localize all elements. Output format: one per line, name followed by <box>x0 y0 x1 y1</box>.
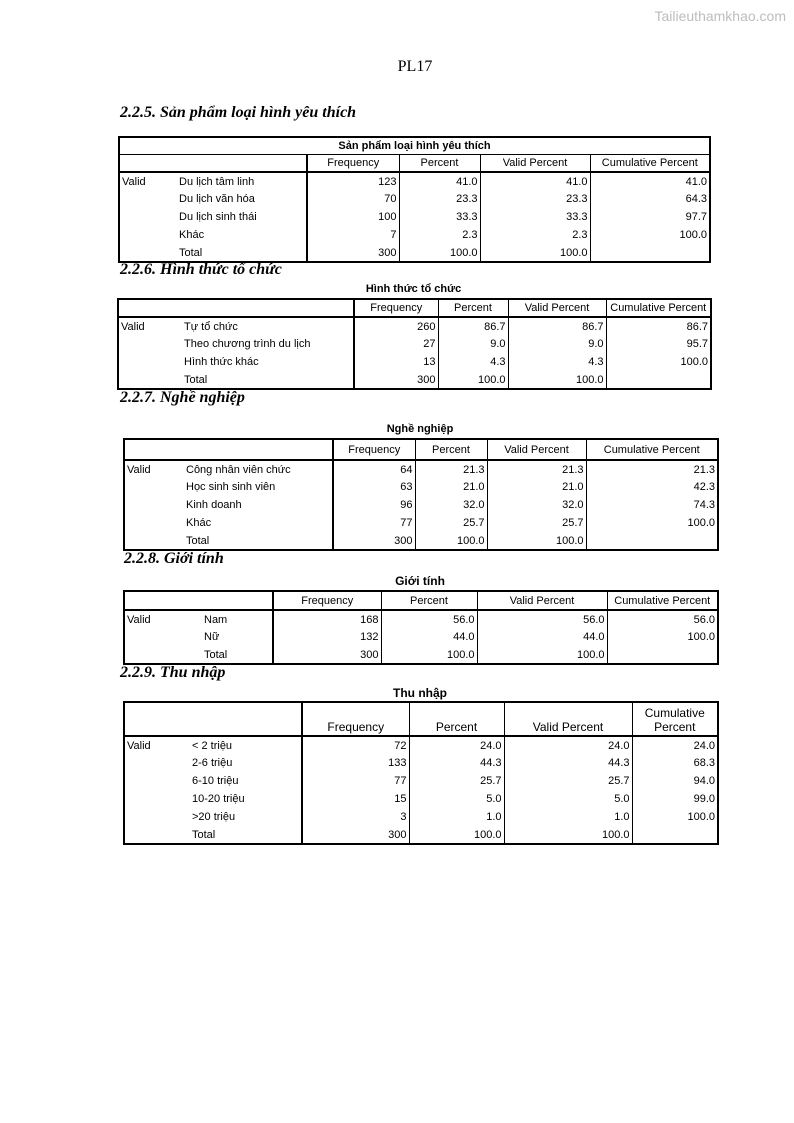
percent-cell: 9.0 <box>438 335 508 353</box>
frequency-cell: 300 <box>354 371 438 389</box>
percent-cell: 33.3 <box>399 208 480 226</box>
valid-label: Valid <box>118 317 182 335</box>
row-label: Tự tổ chức <box>184 320 238 333</box>
row-label: Du lịch tâm linh <box>179 175 255 188</box>
header-blank <box>118 299 354 317</box>
valid-percent-cell: 21.0 <box>487 478 586 496</box>
row-label: 6-10 triệu <box>192 775 239 787</box>
table-row-total <box>124 532 718 550</box>
row-label: >20 triệu <box>192 811 236 823</box>
header-blank <box>124 702 302 736</box>
table-caption: Sản phẩm loại hình yêu thích <box>119 137 710 154</box>
percent-cell: 23.3 <box>399 190 480 208</box>
table-row <box>124 628 718 646</box>
frequency-cell: 72 <box>302 736 409 754</box>
cumulative-percent-cell: 100.0 <box>632 808 718 826</box>
frequency-cell: 70 <box>307 190 399 208</box>
section-heading-income: 2.2.9. Thu nhập <box>120 664 226 681</box>
row-label: Hình thức khác <box>184 356 259 368</box>
valid-label: Valid <box>119 172 177 190</box>
table-caption: Thu nhập <box>393 686 447 700</box>
cumulative-percent-cell: 94.0 <box>632 772 718 790</box>
frequency-cell: 300 <box>333 532 415 550</box>
row-label: < 2 triệu <box>192 739 233 752</box>
valid-percent-cell: 2.3 <box>480 226 590 244</box>
row-label: Công nhân viên chức <box>186 463 291 476</box>
valid-percent-cell: 100.0 <box>508 371 606 389</box>
row-label: Học sinh sinh viên <box>186 481 276 493</box>
table-row <box>119 172 710 190</box>
cumulative-percent-cell: 42.3 <box>586 478 718 496</box>
percent-cell: 21.3 <box>415 460 487 478</box>
table-row-total <box>124 646 718 664</box>
table-row <box>124 610 718 628</box>
cumulative-percent-cell: 100.0 <box>586 514 718 532</box>
section-heading-occupation: 2.2.7. Nghề nghiệp <box>120 389 245 406</box>
table-caption: Nghề nghiệp <box>386 423 454 435</box>
percent-cell: 56.0 <box>381 610 477 628</box>
frequency-cell: 27 <box>354 335 438 353</box>
cumulative-percent-cell: 97.7 <box>590 208 710 226</box>
percent-cell: 1.0 <box>409 808 504 826</box>
frequency-cell: 260 <box>354 317 438 335</box>
cumulative-percent-cell <box>632 826 718 844</box>
section-heading-gender: 2.2.8. Giới tính <box>124 550 224 567</box>
valid-percent-cell: 25.7 <box>487 514 586 532</box>
row-label: Theo chương trình du lịch <box>184 338 311 350</box>
frequency-cell: 168 <box>273 610 381 628</box>
valid-percent-cell: 25.7 <box>504 772 632 790</box>
percent-cell: 24.0 <box>409 736 504 754</box>
valid-percent-cell: 44.0 <box>477 628 607 646</box>
header-blank <box>124 439 333 460</box>
cumulative-percent-cell: 100.0 <box>606 353 711 371</box>
section-heading-organization-form: 2.2.6. Hình thức tổ chức <box>120 261 282 278</box>
valid-percent-cell: 21.3 <box>487 460 586 478</box>
percent-cell: 32.0 <box>415 496 487 514</box>
cumulative-percent-cell: 86.7 <box>606 317 711 335</box>
valid-label: Valid <box>124 610 202 628</box>
valid-percent-cell: 100.0 <box>477 646 607 664</box>
frequency-cell: 123 <box>307 172 399 190</box>
frequency-cell: 100 <box>307 208 399 226</box>
cumulative-percent-cell: 21.3 <box>586 460 718 478</box>
header-percent: Percent <box>415 439 487 460</box>
valid-label: Valid <box>124 460 184 478</box>
table-row <box>124 790 718 808</box>
valid-percent-cell: 32.0 <box>487 496 586 514</box>
frequency-cell: 300 <box>273 646 381 664</box>
header-frequency: Frequency <box>273 591 381 610</box>
table-caption: Hình thức tổ chức <box>365 283 462 295</box>
header-frequency: Frequency <box>307 154 399 172</box>
valid-percent-cell: 1.0 <box>504 808 632 826</box>
row-label: Total <box>182 371 354 389</box>
valid-percent-cell: 24.0 <box>504 736 632 754</box>
percent-cell: 100.0 <box>381 646 477 664</box>
percent-cell: 4.3 <box>438 353 508 371</box>
frequency-cell: 15 <box>302 790 409 808</box>
percent-cell: 44.0 <box>381 628 477 646</box>
header-blank <box>119 154 307 172</box>
table-row <box>118 317 711 335</box>
valid-percent-cell: 41.0 <box>480 172 590 190</box>
header-blank <box>124 591 273 610</box>
header-cumulative-percent: Cumulative Percent <box>586 439 718 460</box>
table-row <box>118 353 711 371</box>
row-label: Du lịch văn hóa <box>179 193 255 205</box>
row-label: Total <box>202 646 273 664</box>
cumulative-percent-cell: 100.0 <box>590 226 710 244</box>
cumulative-percent-cell <box>586 532 718 550</box>
table-row-total <box>118 371 711 389</box>
percent-cell: 100.0 <box>415 532 487 550</box>
header-cumulative-percent: Cumulative Percent <box>606 299 711 317</box>
header-valid-percent: Valid Percent <box>487 439 586 460</box>
cumulative-percent-cell: 56.0 <box>607 610 718 628</box>
frequency-cell: 3 <box>302 808 409 826</box>
cumulative-percent-cell: 41.0 <box>590 172 710 190</box>
row-label: Du lịch sinh thái <box>179 211 257 223</box>
header-frequency: Frequency <box>333 439 415 460</box>
header-frequency: Frequency <box>354 299 438 317</box>
valid-percent-cell: 23.3 <box>480 190 590 208</box>
table-row <box>119 208 710 226</box>
valid-percent-cell: 44.3 <box>504 754 632 772</box>
table-row <box>124 736 718 754</box>
row-label: 10-20 triệu <box>192 793 245 805</box>
percent-cell: 21.0 <box>415 478 487 496</box>
header-valid-percent: Valid Percent <box>480 154 590 172</box>
valid-percent-cell: 33.3 <box>480 208 590 226</box>
table-row <box>119 190 710 208</box>
table-row <box>124 460 718 478</box>
table-row <box>119 226 710 244</box>
table-row <box>118 335 711 353</box>
percent-cell: 100.0 <box>399 244 480 262</box>
row-label: Nam <box>204 613 228 626</box>
frequency-cell: 7 <box>307 226 399 244</box>
frequency-cell: 96 <box>333 496 415 514</box>
row-label: Kinh doanh <box>186 499 242 511</box>
valid-percent-cell: 100.0 <box>504 826 632 844</box>
cumulative-percent-cell: 99.0 <box>632 790 718 808</box>
valid-percent-cell: 100.0 <box>487 532 586 550</box>
table-organization-form <box>117 298 712 390</box>
table-favorite-product <box>118 136 711 263</box>
header-valid-percent: Valid Percent <box>508 299 606 317</box>
valid-percent-cell: 100.0 <box>480 244 590 262</box>
table-row <box>124 754 718 772</box>
header-cumulative-line2: Percent <box>654 720 696 734</box>
cumulative-percent-cell: 64.3 <box>590 190 710 208</box>
header-cumulative-percent: Cumulative Percent <box>607 591 718 610</box>
table-row <box>124 514 718 532</box>
frequency-cell: 77 <box>333 514 415 532</box>
frequency-cell: 77 <box>302 772 409 790</box>
table-income <box>123 701 719 845</box>
valid-label: Valid <box>124 736 190 754</box>
header-cumulative-line1: Cumulative <box>644 706 705 720</box>
frequency-cell: 300 <box>307 244 399 262</box>
percent-cell: 44.3 <box>409 754 504 772</box>
row-label: 2-6 triệu <box>192 757 233 769</box>
header-valid-percent: Valid Percent <box>504 702 632 736</box>
percent-cell: 100.0 <box>438 371 508 389</box>
frequency-cell: 300 <box>302 826 409 844</box>
cumulative-percent-cell: 100.0 <box>607 628 718 646</box>
frequency-cell: 13 <box>354 353 438 371</box>
percent-cell: 25.7 <box>415 514 487 532</box>
percent-cell: 86.7 <box>438 317 508 335</box>
page-number: PL17 <box>397 58 433 75</box>
table-row <box>124 772 718 790</box>
valid-percent-cell: 56.0 <box>477 610 607 628</box>
header-cumulative-percent <box>632 702 718 736</box>
watermark: Tailieuthamkhao.com <box>654 8 786 24</box>
table-row <box>124 808 718 826</box>
table-caption: Giới tính <box>395 574 445 588</box>
cumulative-percent-cell: 74.3 <box>586 496 718 514</box>
header-frequency: Frequency <box>302 702 409 736</box>
row-label: Total <box>184 532 333 550</box>
header-percent: Percent <box>438 299 508 317</box>
table-row <box>124 478 718 496</box>
percent-cell: 2.3 <box>399 226 480 244</box>
table-gender <box>123 590 719 665</box>
table-occupation <box>123 438 719 551</box>
valid-percent-cell: 9.0 <box>508 335 606 353</box>
row-label: Nữ <box>204 631 220 643</box>
header-percent: Percent <box>409 702 504 736</box>
table-row <box>124 496 718 514</box>
cumulative-percent-cell <box>606 371 711 389</box>
frequency-cell: 132 <box>273 628 381 646</box>
header-percent: Percent <box>399 154 480 172</box>
valid-percent-cell: 86.7 <box>508 317 606 335</box>
table-row-total <box>124 826 718 844</box>
row-label: Total <box>177 244 307 262</box>
valid-percent-cell: 5.0 <box>504 790 632 808</box>
cumulative-percent-cell: 68.3 <box>632 754 718 772</box>
table-row-total <box>119 244 710 262</box>
row-label: Khác <box>179 229 205 241</box>
frequency-cell: 133 <box>302 754 409 772</box>
row-label: Total <box>190 826 302 844</box>
percent-cell: 100.0 <box>409 826 504 844</box>
cumulative-percent-cell: 24.0 <box>632 736 718 754</box>
valid-percent-cell: 4.3 <box>508 353 606 371</box>
frequency-cell: 64 <box>333 460 415 478</box>
percent-cell: 25.7 <box>409 772 504 790</box>
percent-cell: 41.0 <box>399 172 480 190</box>
cumulative-percent-cell <box>607 646 718 664</box>
header-cumulative-percent: Cumulative Percent <box>590 154 710 172</box>
header-percent: Percent <box>381 591 477 610</box>
row-label: Khác <box>186 517 212 529</box>
frequency-cell: 63 <box>333 478 415 496</box>
cumulative-percent-cell <box>590 244 710 262</box>
percent-cell: 5.0 <box>409 790 504 808</box>
header-valid-percent: Valid Percent <box>477 591 607 610</box>
section-heading-favorite-product: 2.2.5. Sản phẩm loại hình yêu thích <box>120 104 357 121</box>
cumulative-percent-cell: 95.7 <box>606 335 711 353</box>
